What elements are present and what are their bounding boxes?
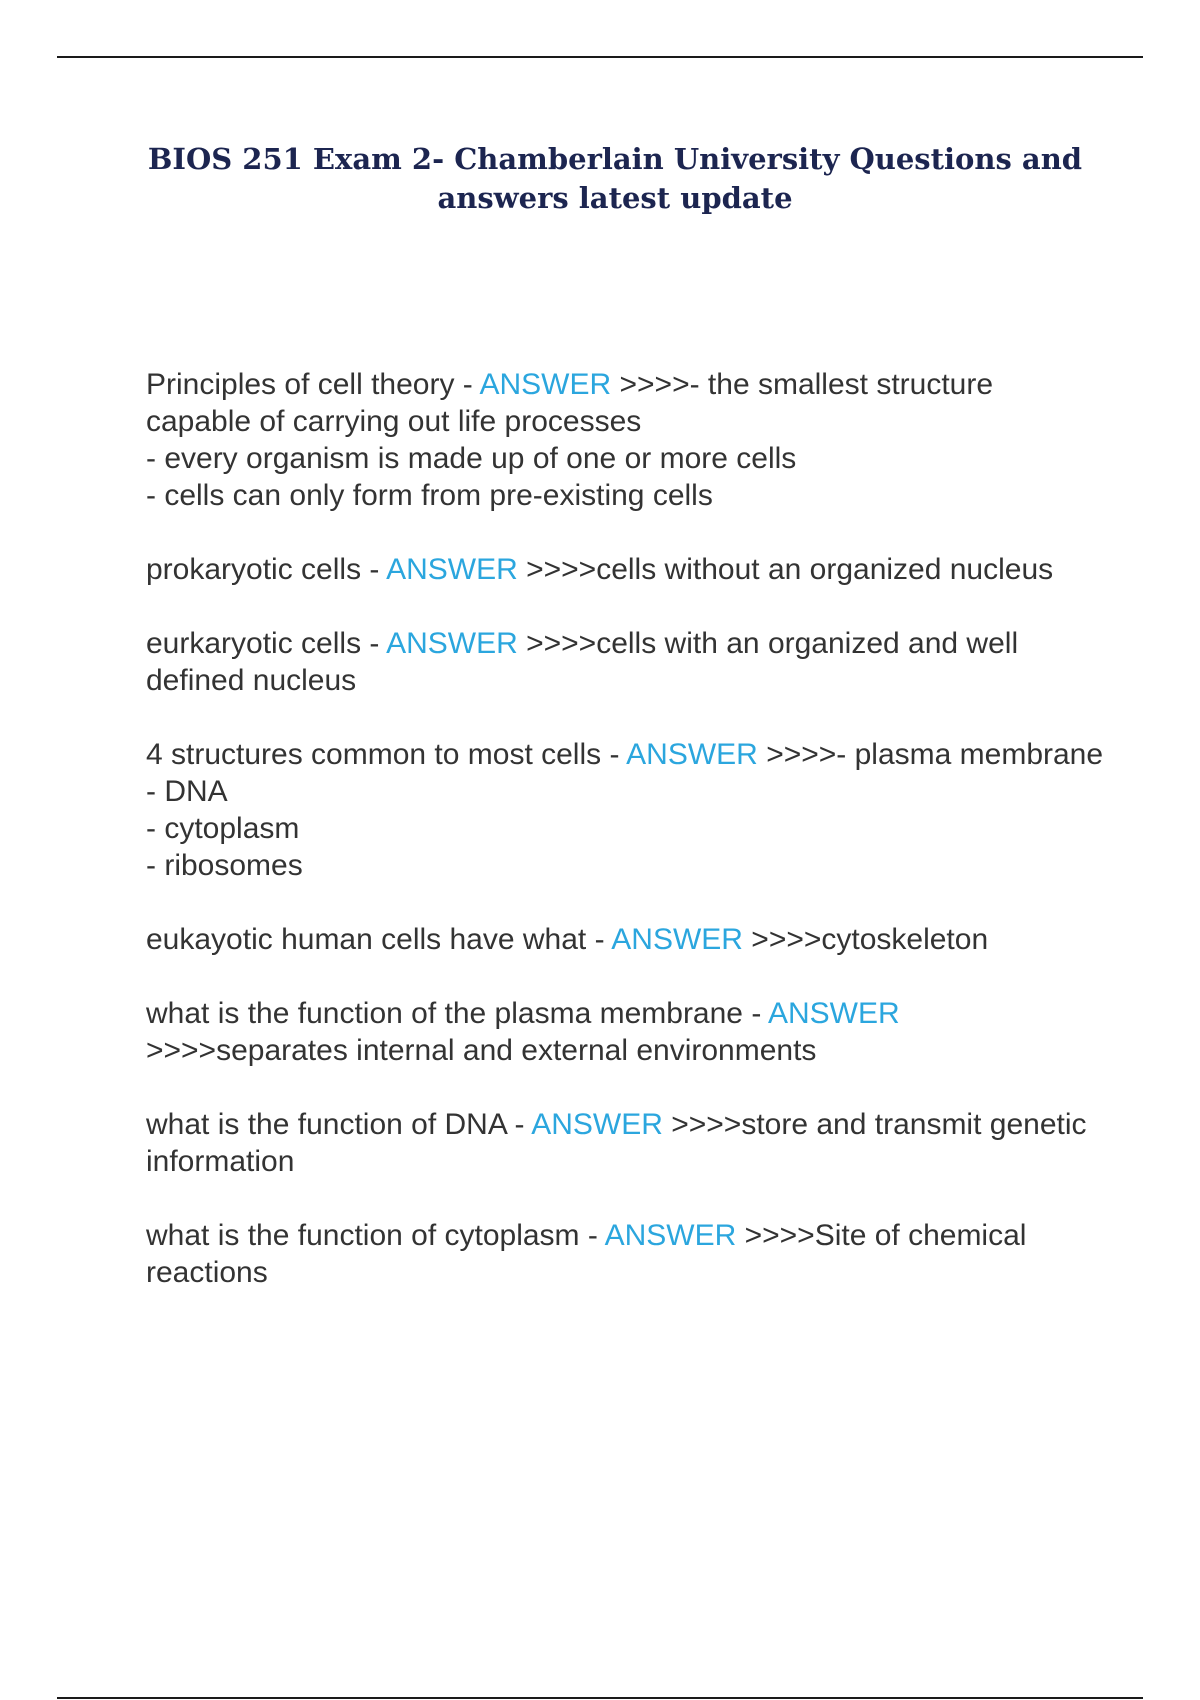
answer-label: ANSWER: [386, 627, 518, 660]
answer-text: >>>>Site of chemical reactions: [146, 1219, 1027, 1289]
answer-text: >>>>- the smallest structure capable of carrying out life processes - every organism is made up of one or more cells - cells can only form from pre-existing cells: [146, 368, 994, 512]
question-text: prokaryotic cells: [146, 553, 362, 586]
answer-label: ANSWER: [386, 553, 518, 586]
question-text: what is the function of the plasma membrane: [146, 997, 743, 1030]
qa-item: [146, 1106, 1106, 1180]
answer-text: >>>>store and transmit genetic information: [146, 1108, 1087, 1178]
qa-item: [146, 1217, 1106, 1291]
answer-label: ANSWER: [479, 368, 612, 401]
qa-item: [146, 551, 1106, 588]
question-text: Principles of cell theory: [146, 368, 455, 401]
qa-item: [146, 366, 1106, 514]
separator: -: [454, 368, 480, 401]
answer-label: ANSWER: [531, 1108, 663, 1141]
separator: -: [361, 553, 387, 586]
answer-text: >>>>cells without an organized nucleus: [526, 553, 1054, 586]
qa-item: [146, 625, 1106, 699]
question-text: eurkaryotic cells: [146, 627, 362, 660]
document-title: BIOS 251 Exam 2- Chamberlain University Questions and answers latest update: [147, 142, 1083, 215]
question-text: eukayotic human cells have what: [146, 923, 587, 956]
separator: -: [586, 923, 612, 956]
answer-label: ANSWER: [611, 923, 743, 956]
separator: -: [506, 1108, 532, 1141]
answer-label: ANSWER: [604, 1219, 737, 1252]
qa-item: [146, 995, 1106, 1069]
question-text: 4 structures common to most cells: [146, 738, 602, 771]
answer-label: ANSWER: [626, 738, 758, 771]
separator: -: [579, 1219, 605, 1252]
qa-item: [146, 736, 1106, 884]
answer-label: ANSWER: [768, 997, 900, 1030]
answer-text: >>>>cytoskeleton: [751, 923, 989, 956]
separator: -: [361, 627, 387, 660]
answer-text: >>>>- plasma membrane - DNA - cytoplasm - ribosomes: [146, 738, 1104, 882]
separator: -: [601, 738, 627, 771]
question-text: what is the function of cytoplasm: [146, 1219, 580, 1252]
qa-list: [146, 366, 1106, 1328]
top-rule: [57, 56, 1143, 58]
answer-text: >>>>separates internal and external environments: [146, 1034, 817, 1067]
separator: -: [742, 997, 768, 1030]
question-text: what is the function of DNA: [146, 1108, 507, 1141]
bottom-rule: [57, 1697, 1143, 1699]
qa-item: [146, 921, 1106, 958]
answer-text: >>>>cells with an organized and well defined nucleus: [146, 627, 1019, 697]
